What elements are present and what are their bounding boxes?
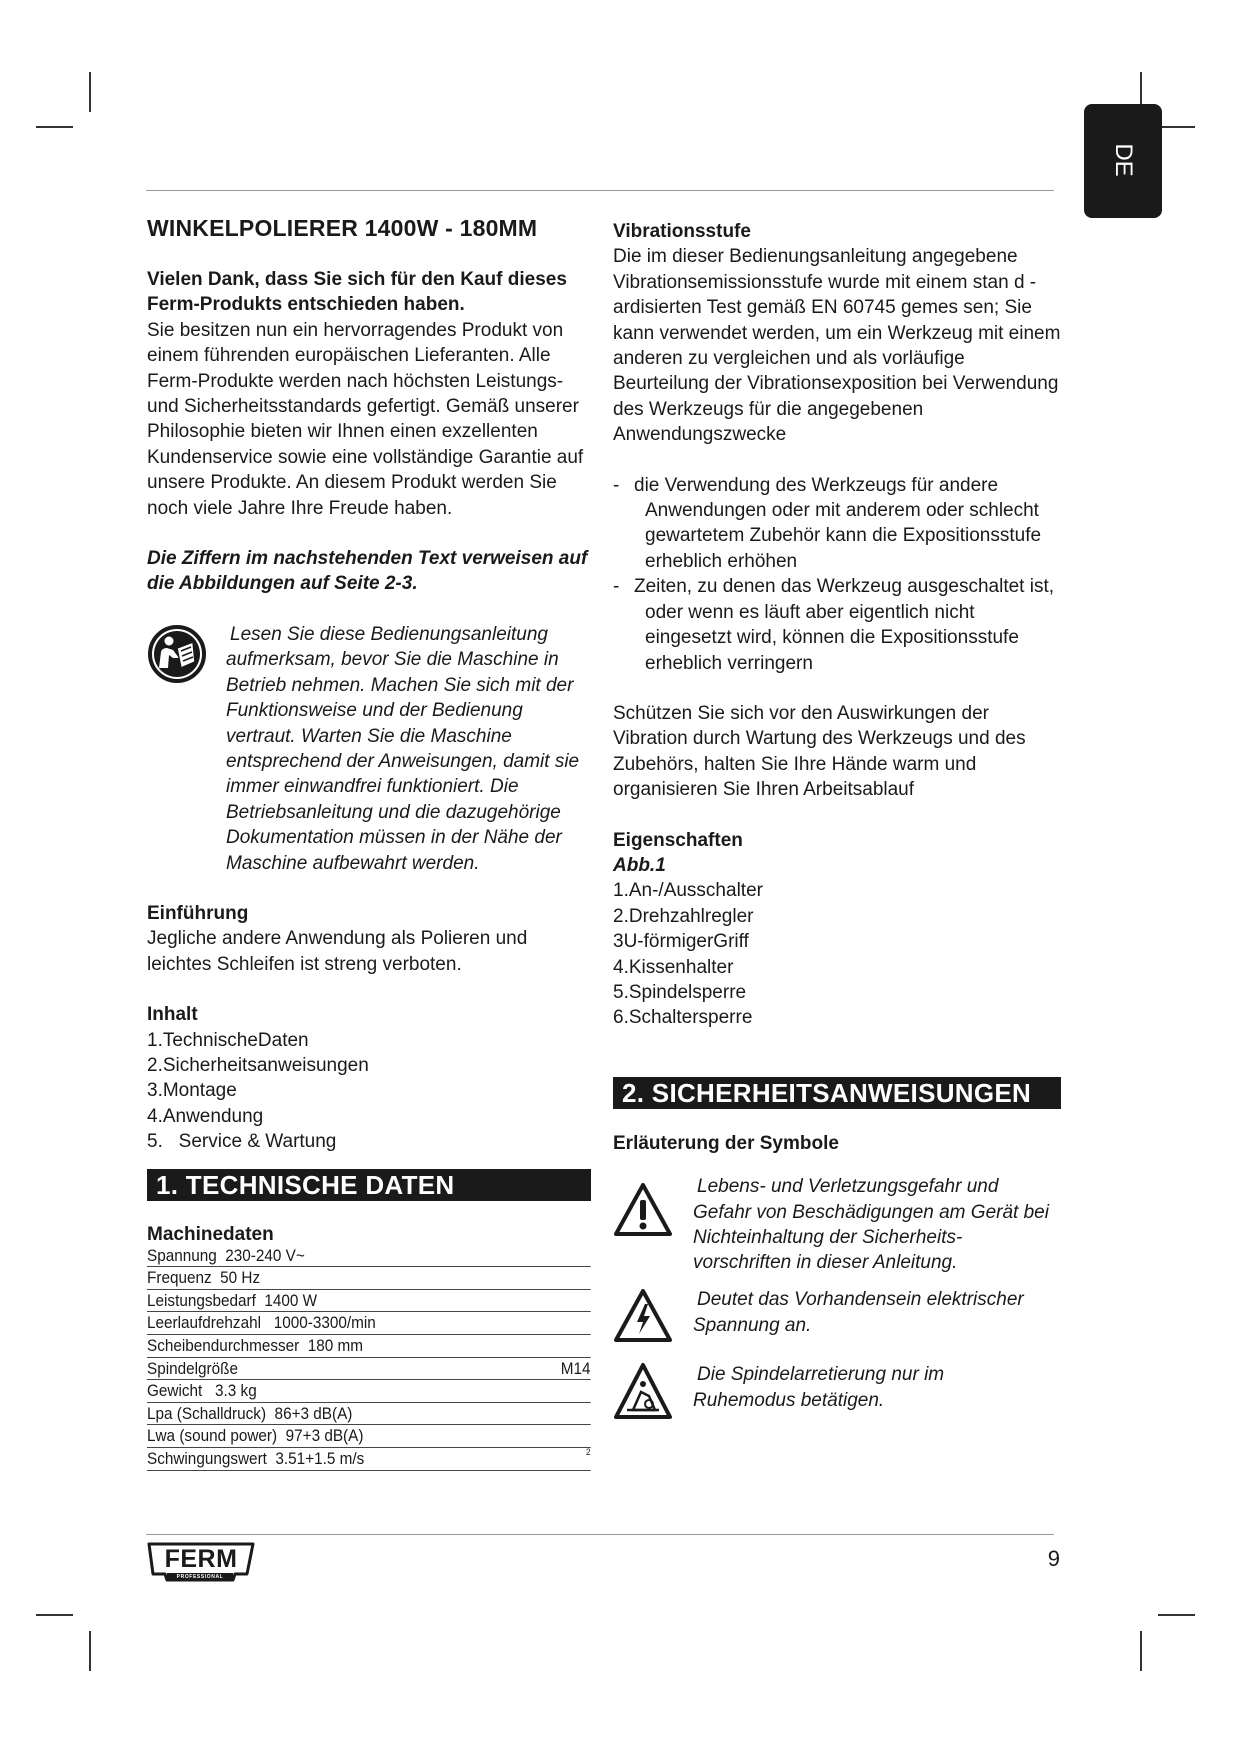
contents-item: 4.Anwendung xyxy=(147,1105,264,1127)
spec-label: Schwingungswert 3.51+1.5 m/s xyxy=(147,1448,365,1468)
contents-list xyxy=(147,1028,591,1155)
warning-triangle-icon xyxy=(613,1182,673,1243)
spec-label: Scheibendurchmesser 180 mm xyxy=(147,1335,364,1355)
feature-item: 3U-förmigerGriff xyxy=(613,931,749,953)
vibration-bullets xyxy=(613,473,1061,676)
spec-row xyxy=(147,1380,591,1403)
bullet-item xyxy=(613,473,1061,575)
language-tab-label: DE xyxy=(1110,143,1137,177)
spec-row xyxy=(147,1448,591,1471)
intro-heading: Einführung xyxy=(147,902,249,924)
intro-paragraph: Sie besitzen nun ein hervorragendes Produkt von einem führenden europäischen Lieferanten. Alle Ferm-Produkte werden nach höchsten Leistungs- und Sicherheitsstandards gefertigt. Gemäß unserer Philosophie bieten wir Ihnen einen exzellenten Kundenservice sowie eine vollständige Garantie auf unsere Produkte. An diesem Produkt werden Sie noch viele Jahre Ihre Freude haben. xyxy=(147,319,584,519)
section-heading-safety: 2. SICHERHEITSANWEISUNGEN xyxy=(613,1077,1061,1109)
read-manual-icon xyxy=(147,624,207,684)
spec-row xyxy=(147,1312,591,1335)
ferm-logo-subtext: PROFESSIONAL xyxy=(176,1574,224,1580)
symbols-heading: Erläuterung der Symbole xyxy=(613,1132,839,1154)
features-heading: Eigenschaften xyxy=(613,829,743,851)
section-heading-technical-data: 1. TECHNISCHE DATEN xyxy=(147,1169,591,1201)
spec-label: Lwa (sound power) 97+3 dB(A) xyxy=(147,1426,364,1446)
contents-item: 3.Montage xyxy=(147,1080,237,1102)
machine-data-heading: Machinedaten xyxy=(147,1223,274,1245)
spec-row xyxy=(147,1358,591,1381)
spec-table xyxy=(147,1245,591,1471)
spec-row xyxy=(147,1245,591,1268)
contents-heading: Inhalt xyxy=(147,1004,198,1026)
spec-row xyxy=(147,1403,591,1426)
crop-mark-bottom-right-v xyxy=(1140,1631,1142,1671)
language-tab xyxy=(1084,104,1162,218)
feature-item: 6.Schaltersperre xyxy=(613,1007,753,1029)
vibration-heading: Vibrationsstufe xyxy=(613,221,751,242)
spec-row xyxy=(147,1290,591,1313)
crop-mark-bottom-left-h xyxy=(36,1614,73,1616)
contents-item: 1.TechnischeDaten xyxy=(147,1029,309,1051)
ferm-logo-text: FERM xyxy=(164,1545,238,1573)
spec-label: Spannung 230-240 V~ xyxy=(147,1245,305,1265)
spec-label: Lpa (Schalldruck) 86+3 dB(A) xyxy=(147,1403,353,1423)
page-title: WINKELPOLIERER 1400W - 180MM xyxy=(147,215,538,241)
feature-item: 4.Kissenhalter xyxy=(613,956,734,978)
read-manual-block xyxy=(147,622,591,876)
crop-mark-top-left-v xyxy=(89,72,91,112)
spec-label: Gewicht 3.3 kg xyxy=(147,1381,257,1401)
footer-rule xyxy=(146,1534,1054,1535)
symbol-text-electric: Deutet das Vorhandensein elektrischer Spannung an. xyxy=(693,1289,1024,1336)
spec-row xyxy=(147,1267,591,1290)
spec-label: Leerlaufdrehzahl 1000-3300/min xyxy=(147,1313,376,1333)
intro-text: Jegliche andere Anwendung als Polieren und leichtes Schleifen ist streng verboten. xyxy=(147,928,528,975)
symbols-list xyxy=(613,1174,1061,1434)
spindle-lock-icon xyxy=(613,1362,673,1427)
electric-shock-icon xyxy=(613,1288,673,1349)
header-rule xyxy=(146,190,1054,191)
spec-label: Spindelgröße xyxy=(147,1358,239,1378)
crop-mark-top-left-h xyxy=(36,126,73,128)
vibration-text: Die im dieser Bedienungsanleitung angegebene Vibrationsemissionsstufe wurde mit einem stan d - ardisierten Test gemäß EN 60745 gemes sen; Sie kann verwendet werden, um ein Werkzeug mit einem anderen zu vergleichen und als vorläufige Beurteilung der Vibrationsexposition bei Verwendung des Werkzeugs für die angegebenen Anwendungszwecke xyxy=(613,246,1061,446)
spec-label: Leistungsbedarf 1400 W xyxy=(147,1290,318,1310)
spec-superscript: 2 xyxy=(586,1446,591,1457)
feature-item: 5.Spindelsperre xyxy=(613,981,747,1003)
spec-row xyxy=(147,1425,591,1448)
bullet-text: Zeiten, zu denen das Werkzeug ausgeschaltet ist, oder wenn es läuft aber eigentlich nicht eingesetzt wird, können die Expositionsstufe erheblich verringern xyxy=(634,576,1055,674)
crop-mark-bottom-left-v xyxy=(89,1631,91,1671)
crop-mark-bottom-right-h xyxy=(1158,1614,1195,1616)
crop-mark-top-right-h xyxy=(1158,126,1195,128)
dash-glyph: - xyxy=(613,576,620,598)
figures-note: Die Ziffern im nachstehenden Text verweisen auf die Abbildungen auf Seite 2-3. xyxy=(147,548,588,595)
ferm-logo xyxy=(147,1540,255,1584)
left-column xyxy=(147,215,591,1471)
features-figure-ref: Abb.1 xyxy=(613,854,666,876)
protect-text: Schützen Sie sich vor den Auswirkungen der Vibration durch Wartung des Werkzeugs und des Zubehörs, halten Sie Ihre Hände warm und organisieren Sie Ihren Arbeitsablauf xyxy=(613,702,1026,801)
right-column xyxy=(613,219,1061,1434)
features-list xyxy=(613,878,1061,1030)
page-number: 9 xyxy=(1047,1546,1060,1571)
contents-item: 5. Service & Wartung xyxy=(147,1131,337,1153)
read-manual-text: Lesen Sie diese Bedienungsanleitung aufmerksam, bevor Sie die Maschine in Betrieb nehmen. Machen Sie sich mit der Funktionsweise und der Bedienung vertraut. Warten Sie die Maschine entsprechend der Anweisungen, damit sie immer einwandfrei funktioniert. Die Betriebsanleitung und die dazugehörige Dokumentation müssen in der Nähe der Maschine aufbewahrt werden. xyxy=(226,623,580,874)
spec-row xyxy=(147,1335,591,1358)
thanks-text: Vielen Dank, dass Sie sich für den Kauf dieses Ferm-Produkts entschieden haben. xyxy=(147,269,567,316)
symbol-text-warning: Lebens- und Verletzungsgefahr und Gefahr von Beschädigungen am Gerät bei Nichteinhaltung der Sicherheits- vorschriften in dieser Anleitung. xyxy=(693,1176,1049,1274)
spec-label: Frequenz 50 Hz xyxy=(147,1268,261,1288)
spec-value-spindle: M14 xyxy=(560,1358,591,1378)
feature-item: 2.Drehzahlregler xyxy=(613,905,754,927)
bullet-text: die Verwendung des Werkzeugs für andere Anwendungen oder mit anderem oder schlecht gewartetem Zubehör kann die Expositionsstufe erheblich erhöhen xyxy=(634,474,1042,572)
bullet-item xyxy=(613,574,1061,676)
contents-item: 2.Sicherheitsanweisungen xyxy=(147,1054,369,1076)
symbol-text-spindle: Die Spindelarretierung nur im Ruhemodus betätigen. xyxy=(693,1364,945,1411)
feature-item: 1.An-/Ausschalter xyxy=(613,880,763,902)
dash-glyph: - xyxy=(613,474,620,496)
